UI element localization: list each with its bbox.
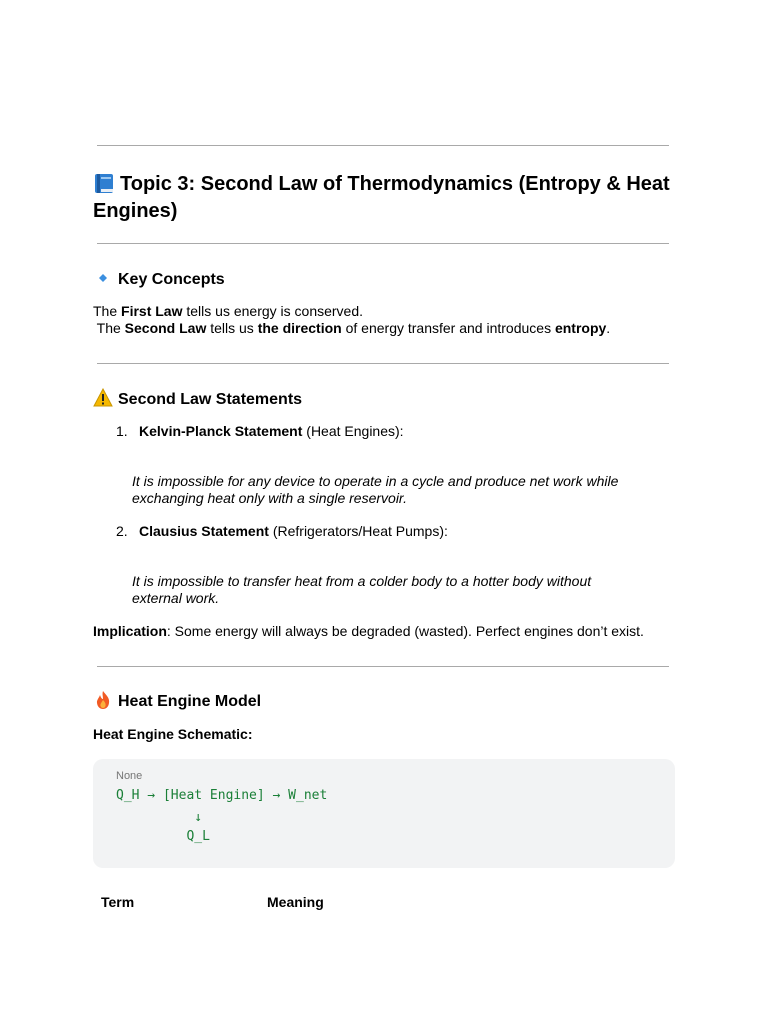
schematic-label: Heat Engine Schematic: — [93, 726, 253, 742]
horizontal-rule — [97, 145, 669, 146]
code-line: Q_L — [116, 829, 210, 844]
list-number: 1. — [116, 423, 128, 439]
statement-name: Kelvin-Planck Statement — [139, 423, 303, 439]
text-fragment: tells us energy is conserved. — [182, 303, 364, 319]
statement-quote — [132, 473, 642, 507]
horizontal-rule — [97, 666, 669, 667]
code-block — [93, 759, 675, 868]
text-fragment: The — [93, 303, 122, 319]
list-number: 2. — [116, 523, 128, 539]
table-header-meaning: Meaning — [267, 894, 324, 910]
section-heading-text: Key Concepts — [118, 271, 225, 288]
horizontal-rule — [97, 363, 669, 364]
quote-line: exchanging heat only with a single reservoir. — [132, 490, 407, 506]
text-fragment: tells us — [206, 320, 258, 336]
statement-quote — [132, 573, 642, 607]
bold-term: the direction — [257, 320, 342, 336]
horizontal-rule — [97, 243, 669, 244]
text-fragment: The — [93, 320, 125, 336]
statement-context: (Heat Engines): — [302, 423, 404, 439]
small-blue-diamond-icon — [93, 268, 113, 288]
bold-term: entropy — [554, 320, 607, 336]
quote-line: It is impossible for any device to operate in a cycle and produce net work while — [132, 473, 619, 489]
code-line: Q_H → [Heat Engine] → W_net — [116, 788, 328, 803]
second-law-text — [93, 320, 675, 337]
text-fragment: of energy transfer and introduces — [341, 320, 555, 336]
text-fragment: . — [606, 320, 611, 336]
page-title-text: Topic 3: Second Law of Thermodynamics (Entropy & Heat Engines) — [93, 173, 670, 222]
text-fragment: : Some energy will always be degraded (wasted). Perfect engines don’t exist. — [166, 623, 644, 639]
page-title — [93, 171, 675, 225]
section-heading-text: Heat Engine Model — [118, 693, 262, 710]
quote-line: external work. — [132, 590, 220, 606]
bold-term: Second Law — [124, 320, 207, 336]
table-header-term: Term — [101, 894, 135, 910]
bold-term: First Law — [121, 303, 183, 319]
first-law-text — [93, 303, 675, 320]
code-line: ↓ — [116, 810, 203, 825]
code-language-label: None — [116, 770, 143, 782]
warning-icon — [93, 388, 113, 408]
list-item — [116, 523, 656, 540]
blue-book-icon — [93, 172, 115, 194]
statement-name: Clausius Statement — [139, 523, 269, 539]
section-heading-text: Second Law Statements — [118, 391, 303, 408]
section-heading-heat-engine — [93, 690, 675, 712]
bold-term: Implication — [93, 623, 167, 639]
section-heading-key-concepts — [93, 268, 675, 290]
list-item — [116, 423, 656, 440]
statement-context: (Refrigerators/Heat Pumps): — [268, 523, 448, 539]
fire-icon — [93, 690, 113, 710]
quote-line: It is impossible to transfer heat from a colder body to a hotter body without — [132, 573, 592, 589]
section-heading-statements — [93, 388, 675, 410]
implication-text — [93, 623, 675, 640]
